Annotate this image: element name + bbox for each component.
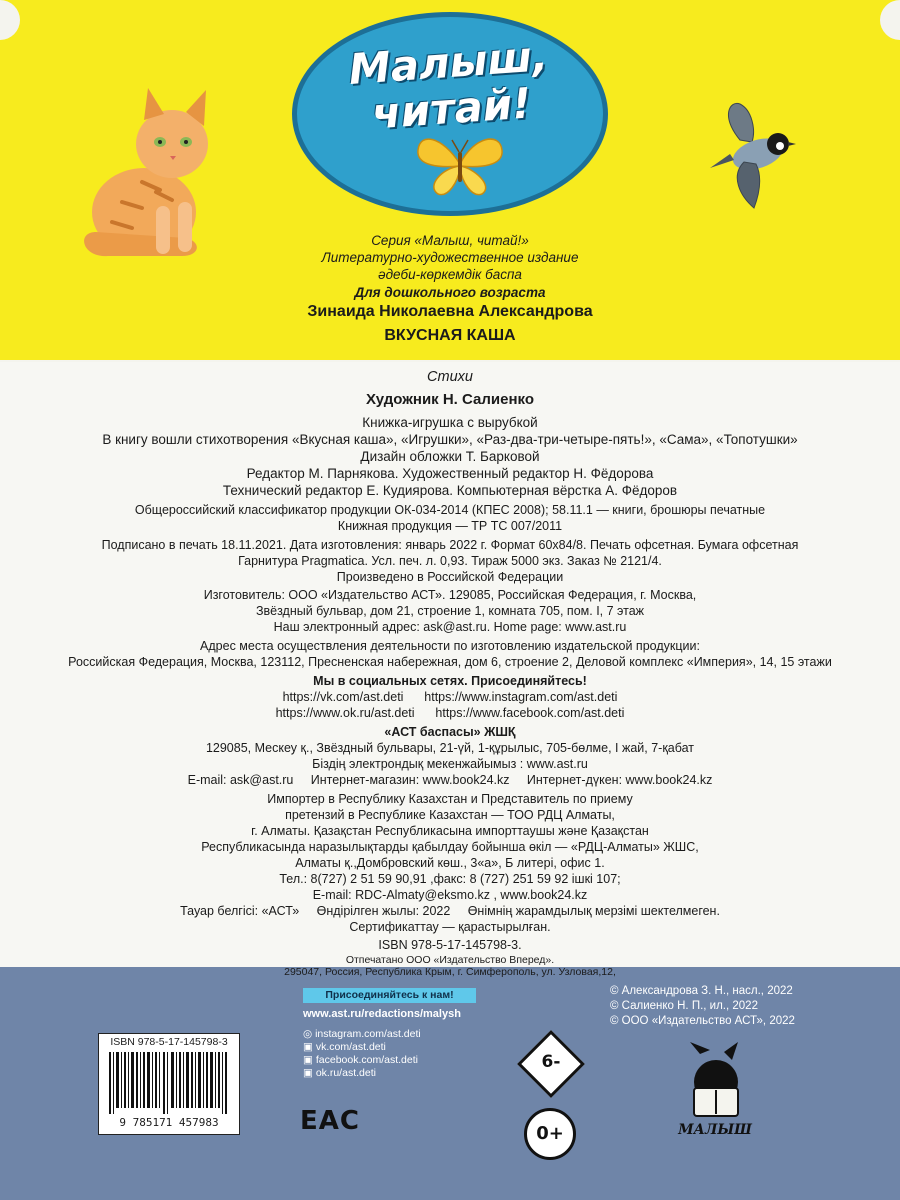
printer-line-1: Отпечатано ООО «Издательство Вперед».: [345, 954, 555, 966]
print-line-3: Произведено в Российской Федерации: [336, 570, 564, 584]
facebook-icon: ▣: [303, 1054, 316, 1066]
series-title-line2: читай!: [370, 78, 533, 139]
classifier-line-1: Общероссийский классификатор продукции ОК-034-2014 (КПЕС 2008); 58.11.1 — книги, брошюры печатные: [134, 503, 766, 517]
importer-line-2: претензий в Республике Казахстан — ТОО РДЦ Алматы,: [285, 808, 615, 822]
barcode-isbn: ISBN 978-5-17-145798-3: [110, 1036, 228, 1048]
join-us-banner: Присоединяйтесь к нам!: [303, 988, 476, 1003]
author-name: Зинаида Николаевна Александрова: [307, 303, 593, 320]
importer-email-line: E-mail: RDC-Almaty@eksmo.kz , www.book24.kz: [312, 888, 588, 902]
butterfly-illustration: [412, 128, 508, 200]
age-group-line: Для дошкольного возраста: [354, 285, 546, 300]
importer-line-5: Алматы қ.,Домбровский көш., 3«а», Б литері, офис 1.: [295, 856, 605, 870]
corner-scallop-right: [880, 0, 900, 40]
edition-ru-line: Литературно-художественное издание: [321, 250, 579, 265]
social-links-line-2: https://www.ok.ru/ast.deti https://www.facebook.com/ast.deti: [275, 706, 625, 720]
barcode-block: [98, 1033, 240, 1135]
social-links-line-1: https://vk.com/ast.deti https://www.instagram.com/ast.deti: [282, 690, 618, 704]
trademark-line: Тауар белгісі: «АСТ» Өндірілген жылы: 2022 Өнімнің жарамдылық мерзімі шектелмеген.: [180, 904, 720, 918]
importer-line-3: г. Алматы. Қазақстан Республикасына импорттаушы және Қазақстан: [251, 824, 649, 838]
importer-line-4: Республикасында наразылықтарды қабылдау бойынша өкіл — «РДЦ-Алматы» ЖШС,: [201, 840, 699, 854]
instagram-icon: ◎: [303, 1028, 316, 1040]
series-title: [307, 30, 593, 141]
production-address-line-1: Адрес места осуществления деятельности по изготовлению издательской продукции:: [200, 639, 700, 653]
manufacturer-line-3: Наш электронный адрес: ask@ast.ru. Home page: www.ast.ru: [273, 620, 627, 634]
kz-address-line-1: 129085, Мескеу қ., Звёздный бульвары, 21-үй, 1-құрылыс, 705-бөлме, I жай, 7-қабат: [205, 741, 695, 755]
cover-design-line: Дизайн обложки Т. Барковой: [360, 449, 540, 464]
vk-link[interactable]: ▣ vk.com/ast.deti: [303, 1041, 386, 1053]
age-rating-6: 6-: [541, 1052, 561, 1072]
publisher-logo-text: МАЛЫШ: [678, 1122, 752, 1138]
isbn-line: ISBN 978-5-17-145798-3.: [378, 938, 522, 952]
importer-line-1: Импортер в Республику Казахстан и Представитель по приему: [267, 792, 633, 806]
social-media-block: [303, 988, 478, 1079]
age-rating-0: 0+: [524, 1108, 576, 1160]
publisher-logo-icon: [680, 1040, 750, 1120]
kz-address-line-2: Біздің электрондық мекенжайымыз : www.ast.ru: [312, 757, 588, 771]
certification-line: Сертификаттау — қарастырылған.: [349, 920, 551, 934]
contents-line: В книгу вошли стихотворения «Вкусная каша», «Игрушки», «Раз-два-три-четыре-пять!», «Сама», «Топотушки»: [102, 432, 798, 447]
copyright-publisher: © ООО «Издательство АСТ», 2022: [610, 1015, 795, 1027]
tech-editors-line: Технический редактор Е. Кудиярова. Компьютерная вёрстка А. Фёдоров: [222, 483, 678, 498]
printer-line-2: 295047, Россия, Республика Крым, г. Симферополь, ул. Узловая,12,: [284, 966, 616, 978]
artist-line: Художник Н. Салиенко: [365, 391, 534, 408]
series-title-line1: Малыш,: [347, 31, 550, 94]
manufacturer-line-2: Звёздный бульвар, дом 21, строение 1, комната 705, пом. I, 7 этаж: [255, 604, 645, 618]
corner-scallop-left: [0, 0, 20, 40]
production-address-line-2: Российская Федерация, Москва, 123112, Пресненская набережная, дом 6, строение 2, Деловой комплекс «Империя», 14, 15 этажи: [68, 655, 832, 669]
barcode-bars: [109, 1052, 229, 1114]
genre-line: Стихи: [427, 369, 473, 385]
social-heading: Мы в социальных сетях. Присоединяйтесь!: [313, 674, 587, 688]
kz-publisher-heading: «АСТ баспасы» ЖШҚ: [384, 725, 516, 739]
print-line-1: Подписано в печать 18.11.2021. Дата изготовления: январь 2022 г. Формат 60х84/8. Печать офсетная. Бумага офсетная: [101, 538, 799, 552]
book-title: ВКУСНАЯ КАША: [384, 327, 516, 344]
manufacturer-line-1: Изготовитель: ООО «Издательство АСТ». 129085, Российская Федерация, г. Москва,: [203, 588, 697, 602]
facebook-link[interactable]: ▣ facebook.com/ast.deti: [303, 1054, 418, 1066]
website-link[interactable]: www.ast.ru/redactions/malysh: [303, 1008, 461, 1020]
vk-icon: ▣: [303, 1041, 316, 1053]
importer-phone-line: Тел.: 8(727) 2 51 59 90,91 ,факс: 8 (727) 251 59 92 ішкі 107;: [279, 872, 621, 886]
kz-contacts-line: E-mail: ask@ast.ru Интернет-магазин: www.book24.kz Интернет-дүкен: www.book24.kz: [187, 773, 713, 787]
edition-kz-line: әдеби-көркемдік баспа: [378, 267, 522, 282]
ok-link[interactable]: ▣ ok.ru/ast.deti: [303, 1067, 376, 1079]
editors-line: Редактор М. Парнякова. Художественный редактор Н. Фёдорова: [246, 466, 654, 481]
barcode-digits: 9 785171 457983: [119, 1116, 219, 1129]
eac-mark: ЕАС: [300, 1106, 360, 1136]
copyright-author: © Александрова З. Н., насл., 2022: [610, 985, 793, 997]
series-line: Серия «Малыш, читай!»: [371, 233, 529, 248]
book-type-line: Книжка-игрушка с вырубкой: [362, 415, 538, 430]
titmouse-bird-illustration: [700, 96, 800, 216]
copyright-illustrator: © Салиенко Н. П., ил., 2022: [610, 1000, 758, 1012]
print-line-2: Гарнитура Pragmatica. Усл. печ. л. 0,93. Тираж 5000 экз. Заказ № 2121/4.: [238, 554, 662, 568]
ok-icon: ▣: [303, 1067, 316, 1079]
instagram-link[interactable]: ◎ instagram.com/ast.deti: [303, 1028, 421, 1040]
classifier-line-2: Книжная продукция — ТР ТС 007/2011: [337, 519, 563, 533]
